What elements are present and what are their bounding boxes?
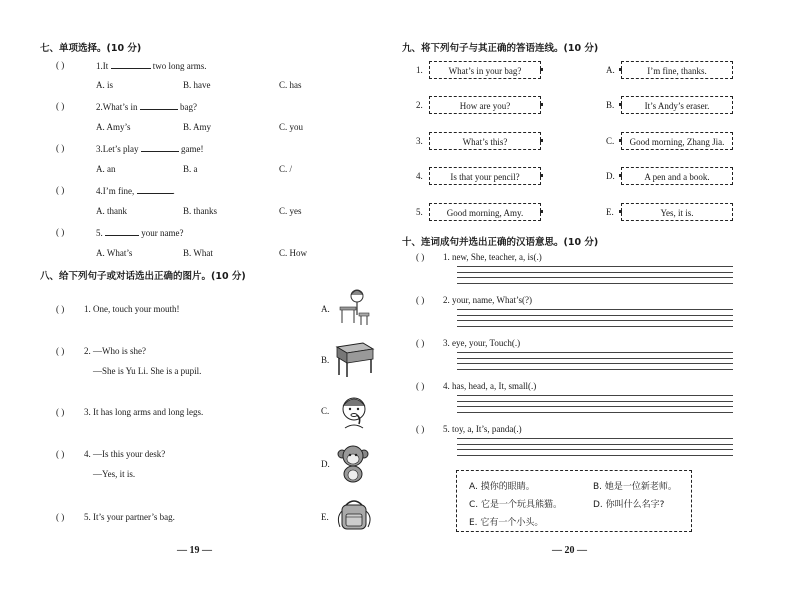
option-a: A. Amy’s <box>96 122 131 132</box>
answer-box[interactable]: Yes, it is. <box>621 203 733 221</box>
option-c: C. yes <box>279 206 302 216</box>
writing-lines[interactable] <box>457 438 733 460</box>
question-box[interactable]: What’s in your bag? <box>429 61 541 79</box>
answer-label: C. <box>606 136 615 146</box>
chinese-choices-box <box>456 470 692 532</box>
school-bag-icon <box>334 497 374 533</box>
option-b: B. What <box>183 248 213 258</box>
option-c: C. you <box>279 122 304 132</box>
question-text: 2.What’s in bag? <box>96 102 197 112</box>
question-box[interactable]: Good morning, Amy. <box>429 203 541 221</box>
sentence-line-1: 3. It has long arms and long legs. <box>84 407 204 417</box>
answer-paren[interactable]: ( ) <box>56 185 65 195</box>
option-a: A. an <box>96 164 116 174</box>
page-number-left: — 19 — <box>177 545 212 556</box>
answer-box[interactable]: I’m fine, thanks. <box>621 61 733 79</box>
option-b: B. have <box>183 80 211 90</box>
answer-paren[interactable]: ( ) <box>56 101 65 111</box>
sentence-line-2: —Yes, it is. <box>93 469 136 479</box>
answer-label: A. <box>606 65 615 75</box>
option-b: B. Amy <box>183 122 212 132</box>
answer-paren[interactable]: ( ) <box>416 338 425 348</box>
sentence-line-2: —She is Yu Li. She is a pupil. <box>93 366 202 376</box>
option-c: C. has <box>279 80 302 90</box>
option-c: C. / <box>279 164 293 174</box>
answer-box[interactable]: It’s Andy’s eraser. <box>621 96 733 114</box>
option-c: C. How <box>279 248 308 258</box>
boy-touching-mouth-icon <box>337 394 371 432</box>
fill-blank[interactable] <box>105 227 139 236</box>
choice-c: C. 它是一个玩具熊猫。 <box>469 500 563 510</box>
answer-label: D. <box>606 171 615 181</box>
answer-paren[interactable]: ( ) <box>56 449 65 459</box>
girl-at-desk-icon <box>334 287 374 327</box>
section-7-title: 七、单项选择。(10 分) <box>40 43 142 54</box>
question-text: 1.It two long arms. <box>96 61 207 71</box>
question-box[interactable]: Is that your pencil? <box>429 167 541 185</box>
option-a: A. What’s <box>96 248 133 258</box>
answer-paren[interactable]: ( ) <box>56 407 65 417</box>
question-box[interactable]: How are you? <box>429 96 541 114</box>
picture-label: B. <box>321 355 330 365</box>
fill-blank[interactable] <box>111 60 151 69</box>
answer-paren[interactable]: ( ) <box>56 227 65 237</box>
picture-label: C. <box>321 406 330 416</box>
picture-label: E. <box>321 512 329 522</box>
answer-paren[interactable]: ( ) <box>56 512 65 522</box>
answer-paren[interactable]: ( ) <box>416 252 425 262</box>
question-number: 2. <box>416 100 423 110</box>
word-list: 2. your, name, What’s(?) <box>443 295 532 305</box>
section-8-title: 八、给下列句子或对话选出正确的图片。(10 分) <box>40 271 246 282</box>
answer-label: E. <box>606 207 614 217</box>
question-number: 4. <box>416 171 423 181</box>
picture-label: D. <box>321 459 330 469</box>
writing-lines[interactable] <box>457 266 733 288</box>
word-list: 4. has, head, a, It, small(.) <box>443 381 537 391</box>
picture-label: A. <box>321 304 330 314</box>
word-list: 5. toy, a, It’s, panda(.) <box>443 424 522 434</box>
choice-b: B. 她是一位新老师。 <box>593 482 677 492</box>
fill-blank[interactable] <box>141 143 179 152</box>
choice-d: D. 你叫什么名字? <box>593 500 665 510</box>
fill-blank[interactable] <box>137 185 173 194</box>
answer-paren[interactable]: ( ) <box>416 381 425 391</box>
question-number: 1. <box>416 65 423 75</box>
question-text: 4.I’m fine, . <box>96 186 175 196</box>
answer-paren[interactable]: ( ) <box>56 304 65 314</box>
answer-paren[interactable]: ( ) <box>56 60 65 70</box>
answer-box[interactable]: Good morning, Zhang Jia. <box>621 132 733 150</box>
question-number: 3. <box>416 136 423 146</box>
word-list: 3. eye, your, Touch(.) <box>443 338 521 348</box>
desk-icon <box>333 339 375 379</box>
sentence-line-1: 4. —Is this your desk? <box>84 449 166 459</box>
toy-monkey-icon <box>336 444 370 484</box>
answer-paren[interactable]: ( ) <box>416 424 425 434</box>
option-b: B. thanks <box>183 206 218 216</box>
sentence-line-1: 2. —Who is she? <box>84 346 146 356</box>
question-number: 5. <box>416 207 423 217</box>
sentence-line-1: 5. It’s your partner’s bag. <box>84 512 175 522</box>
answer-paren[interactable]: ( ) <box>56 346 65 356</box>
answer-box[interactable]: A pen and a book. <box>621 167 733 185</box>
answer-label: B. <box>606 100 615 110</box>
sentence-line-1: 1. One, touch your mouth! <box>84 304 180 314</box>
writing-lines[interactable] <box>457 309 733 331</box>
choice-e: E. 它有一个小头。 <box>469 518 544 528</box>
question-text: 5. your name? <box>96 228 184 238</box>
option-a: A. thank <box>96 206 127 216</box>
section-9-title: 九、将下列句子与其正确的答语连线。(10 分) <box>402 43 599 54</box>
word-list: 1. new, She, teacher, a, is(.) <box>443 252 542 262</box>
section-10-title: 十、连词成句并选出正确的汉语意思。(10 分) <box>402 237 599 248</box>
answer-paren[interactable]: ( ) <box>56 143 65 153</box>
question-text: 3.Let’s play game! <box>96 144 204 154</box>
fill-blank[interactable] <box>140 101 178 110</box>
option-a: A. is <box>96 80 114 90</box>
page-number-right: — 20 — <box>552 545 587 556</box>
writing-lines[interactable] <box>457 352 733 374</box>
answer-paren[interactable]: ( ) <box>416 295 425 305</box>
question-box[interactable]: What’s this? <box>429 132 541 150</box>
choice-a: A. 摸你的眼睛。 <box>469 482 535 492</box>
option-b: B. a <box>183 164 198 174</box>
writing-lines[interactable] <box>457 395 733 417</box>
